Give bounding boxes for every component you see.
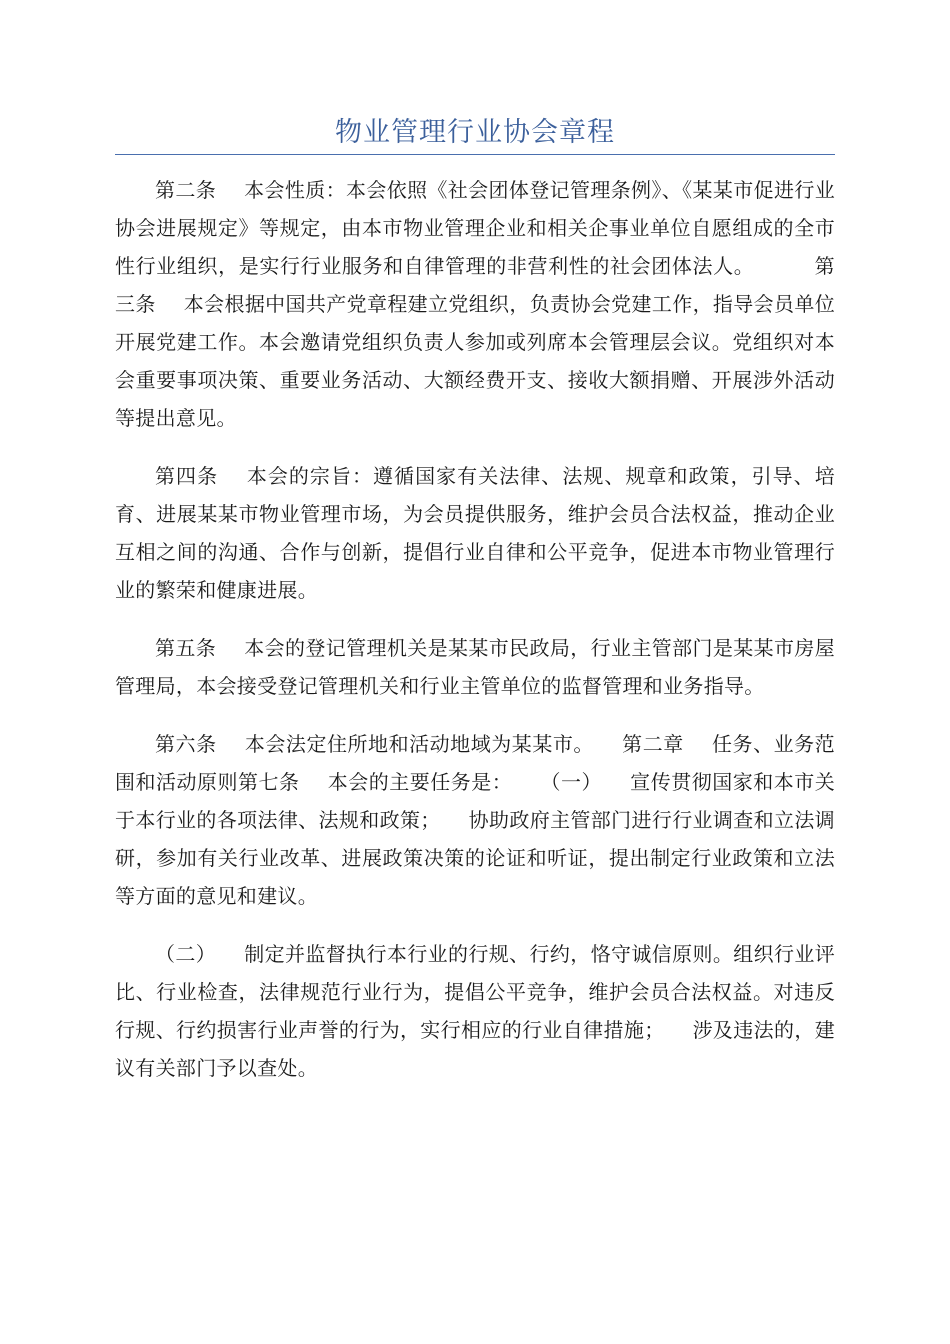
title-underline xyxy=(115,154,835,155)
paragraph-article-5 xyxy=(115,629,835,705)
article-number: 第三条 xyxy=(115,254,835,316)
article-number: 第二条 xyxy=(155,178,217,202)
item-text: 宣传贯彻国家和本市关于本行业的各项法律、法规和政策； xyxy=(115,770,836,832)
paragraph-article-2-3 xyxy=(115,171,835,437)
article-number: 第四条 xyxy=(155,464,219,488)
item-number: （二） xyxy=(155,942,217,966)
article-number: 第五条 xyxy=(155,636,217,660)
chapter-title: 任务、业务范围和活动原则第七条 xyxy=(115,732,835,794)
paragraph-item-2 xyxy=(115,935,835,1087)
article-text: 本会的主要任务是： xyxy=(327,770,513,794)
paragraph-article-6-7 xyxy=(115,725,835,915)
article-text: 本会法定住所地和活动地域为某某市。 xyxy=(244,732,594,756)
document-title: 物业管理行业协会章程 xyxy=(335,117,615,148)
article-text: 本会的宗旨：遵循国家有关法律、法规、规章和政策，引导、培育、进展某某市物业管理市场，为会员提供服务，维护会员合法权益，推动企业互相之间的沟通、合作与创新，提倡行业自律和公平竞争，促进本市物业管理行业的繁荣和健康进展。 xyxy=(115,464,836,602)
article-text: 本会的登记管理机关是某某市民政局，行业主管部门是某某市房屋管理局，本会接受登记管理机关和行业主管单位的监督管理和业务指导。 xyxy=(115,636,835,698)
item-text: 协助政府主管部门进行行业调查和立法调研，参加有关行业改革、进展政策决策的论证和听证，提出制定行业政策和立法等方面的意见和建议。 xyxy=(115,808,835,908)
item-text: 涉及违法的，建议有关部门予以查处。 xyxy=(115,1018,835,1080)
item-number: （一） xyxy=(540,770,602,794)
chapter-number: 第二章 xyxy=(621,732,684,756)
article-text: 本会性质：本会依照《社会团体登记管理条例》、《某某市促进行业协会进展规定》等规定，由本市物业管理企业和相关企事业单位自愿组成的全市性行业组织，是实行行业服务和自律管理的非营利性的社会团体法人。 xyxy=(115,178,835,278)
document-body xyxy=(115,171,835,1107)
article-number: 第六条 xyxy=(155,732,217,756)
paragraph-article-4 xyxy=(115,457,835,609)
article-text: 本会根据中国共产党章程建立党组织，负责协会党建工作，指导会员单位开展党建工作。本会邀请党组织负责人参加或列席本会管理层会议。党组织对本会重要事项决策、重要业务活动、大额经费开支、接收大额捐赠、开展涉外活动等提出意见。 xyxy=(115,292,835,430)
item-text: 制定并监督执行本行业的行规、行约，恪守诚信原则。组织行业评比、行业检查，法律规范行业行为，提倡公平竞争，维护会员合法权益。对违反行规、行约损害行业声誉的行为，实行相应的行业自律措施； xyxy=(115,942,835,1042)
